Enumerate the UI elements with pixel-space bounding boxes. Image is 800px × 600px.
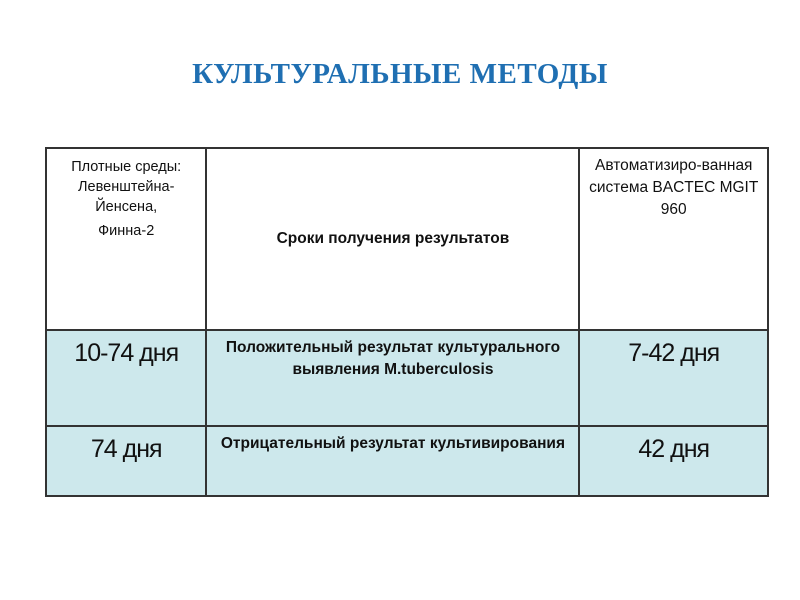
row-positive-solid-value: 10-74 дня <box>46 330 206 426</box>
row-negative-label: Отрицательный результат культивирования <box>206 426 579 496</box>
header-cell-solid-media-text: Плотные среды: Левенштейна-Йенсена, <box>71 159 182 215</box>
row-positive-label: Положительный результат культурального выявления M.tuberculosis <box>206 330 579 426</box>
table-header-row <box>46 148 768 330</box>
page-title: КУЛЬТУРАЛЬНЫЕ МЕТОДЫ <box>192 58 608 90</box>
row-negative-solid-value: 74 дня <box>46 426 206 496</box>
table-row <box>46 330 768 426</box>
header-cell-solid-media <box>46 148 206 330</box>
row-negative-bactec-value: 42 дня <box>579 426 768 496</box>
header-cell-solid-media-line2: Финна-2 <box>98 223 155 239</box>
header-cell-automated-system: Автоматизиро-ванная система BACTEC MGIT 960 <box>579 148 768 330</box>
table-row <box>46 426 768 496</box>
header-cell-timing: Сроки получения результатов <box>206 148 579 330</box>
row-positive-bactec-value: 7-42 дня <box>579 330 768 426</box>
comparison-table <box>45 147 769 497</box>
